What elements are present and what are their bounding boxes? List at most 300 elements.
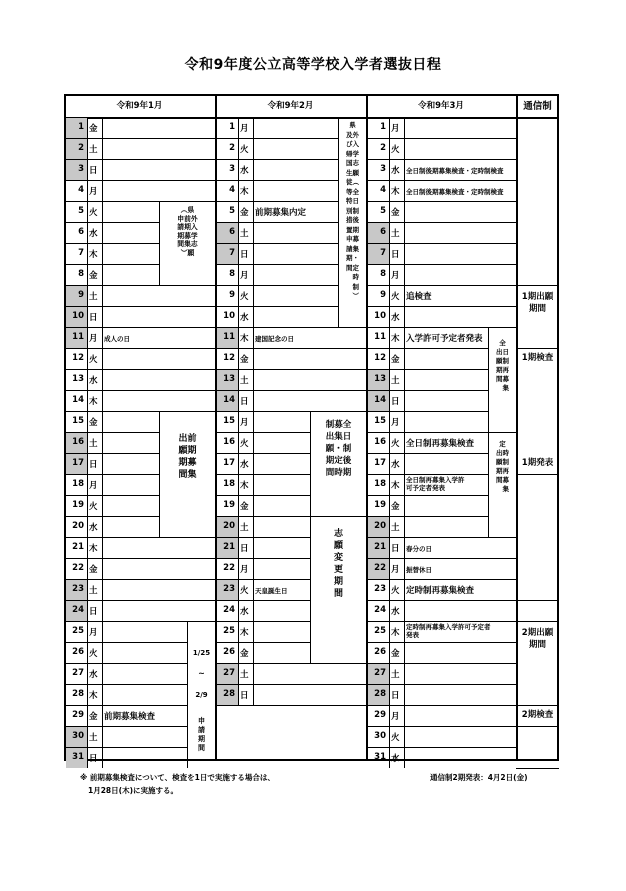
grid-line (366, 537, 406, 538)
date-number: 3 (380, 164, 386, 174)
date-number: 9 (78, 290, 84, 300)
grid-line (104, 348, 215, 349)
grid-line (64, 759, 559, 761)
grid-line (366, 621, 406, 622)
grid-line (104, 558, 215, 559)
day-of-week: 木 (89, 691, 98, 701)
grid-line (255, 285, 338, 286)
event-label: 天皇誕生日 (255, 587, 288, 595)
date-number: 7 (380, 248, 386, 258)
grid-line (366, 159, 406, 160)
day-of-week: 水 (391, 166, 400, 176)
jan-range-end: 2/9 (195, 691, 208, 699)
grid-line (64, 432, 104, 433)
grid-line (516, 495, 517, 496)
grid-line (64, 579, 104, 580)
event-label: 前期募集検査 (104, 712, 156, 722)
grid-line (366, 453, 406, 454)
date-number: 20 (223, 521, 235, 531)
day-of-week: 火 (89, 502, 98, 512)
grid-line (406, 369, 488, 370)
grid-line (104, 432, 159, 433)
grid-line (516, 621, 559, 622)
grid-line (255, 348, 366, 349)
grid-line (406, 516, 488, 517)
grid-line (104, 684, 187, 685)
grid-line (366, 411, 406, 412)
grid-line (64, 474, 104, 475)
day-of-week: 金 (391, 208, 400, 218)
day-of-week: 土 (391, 670, 400, 680)
grid-line (406, 537, 517, 538)
grid-line (104, 495, 159, 496)
grid-line (104, 726, 187, 727)
event-label: 成人の日 (104, 335, 130, 343)
day-of-week: 火 (240, 586, 249, 596)
grid-line (64, 663, 104, 664)
grid-line (255, 558, 310, 559)
day-of-week: 金 (89, 418, 98, 428)
day-of-week: 日 (89, 313, 98, 323)
date-number: 25 (223, 626, 235, 636)
day-of-week: 水 (89, 670, 98, 680)
event-label: 前期募集内定 (255, 208, 307, 218)
mar-saibo-zen-period: 全 出日 願制 期再 間募 集 (496, 339, 509, 392)
grid-line (64, 201, 104, 202)
grid-line (64, 117, 559, 119)
tsushin-ki2-shutsugan: 2期出願 期間 (521, 628, 554, 650)
day-of-week: 日 (89, 754, 98, 764)
grid-line (255, 621, 310, 622)
grid-line (255, 579, 310, 580)
grid-line (104, 390, 215, 391)
day-of-week: 日 (391, 397, 400, 407)
grid-line (64, 243, 104, 244)
grid-line (215, 285, 255, 286)
day-of-week: 月 (89, 481, 98, 491)
grid-line (389, 117, 390, 768)
grid-line (215, 222, 255, 223)
grid-line (516, 474, 559, 475)
grid-line (406, 558, 517, 559)
date-number: 28 (223, 689, 235, 699)
grid-line (406, 348, 488, 349)
day-of-week: 土 (391, 376, 400, 386)
grid-line (366, 327, 406, 328)
date-number: 7 (78, 248, 84, 258)
day-of-week: 木 (240, 334, 249, 344)
grid-line (255, 453, 310, 454)
header-jan: 令和9年1月 (116, 101, 163, 111)
grid-line (215, 684, 255, 685)
grid-line (215, 516, 255, 517)
date-number: 1 (229, 122, 235, 132)
grid-line (516, 369, 517, 370)
grid-line (516, 768, 559, 769)
grid-line (516, 453, 517, 454)
day-of-week: 土 (240, 229, 249, 239)
date-number: 21 (223, 542, 235, 552)
grid-line (366, 663, 406, 664)
day-of-week: 月 (89, 334, 98, 344)
date-number: 16 (374, 437, 386, 447)
date-number: 31 (374, 752, 386, 762)
grid-line (366, 579, 406, 580)
date-number: 5 (380, 206, 386, 216)
grid-line (255, 369, 366, 370)
grid-line (406, 600, 517, 601)
day-of-week: 火 (240, 292, 249, 302)
day-of-week: 土 (240, 523, 249, 533)
footnote-line1: ※ 前期募集検査について、検査を1日で実施する場合は、 (80, 773, 275, 782)
grid-line (64, 94, 559, 96)
grid-line (215, 558, 255, 559)
day-of-week: 日 (89, 166, 98, 176)
day-of-week: 金 (391, 502, 400, 512)
date-number: 10 (223, 311, 235, 321)
grid-line (255, 516, 310, 517)
day-of-week: 金 (391, 649, 400, 659)
date-number: 9 (229, 290, 235, 300)
header-tsushin: 通信制 (523, 101, 552, 112)
grid-line (215, 579, 255, 580)
grid-line (215, 663, 255, 664)
grid-line (104, 663, 187, 664)
grid-line (516, 705, 559, 706)
event-label: 入学許可予定者発表 (406, 334, 483, 344)
date-number: 14 (374, 395, 386, 405)
grid-line (215, 159, 255, 160)
day-of-week: 月 (391, 124, 400, 134)
grid-line (64, 222, 104, 223)
event-label: 定時制再募集検査 (406, 586, 475, 596)
grid-line (64, 348, 104, 349)
date-number: 6 (229, 227, 235, 237)
grid-line (215, 432, 255, 433)
event-label: 全日制再募集検査 (406, 439, 475, 449)
day-of-week: 月 (391, 271, 400, 281)
date-number: 15 (72, 416, 84, 426)
grid-line (255, 201, 338, 202)
day-of-week: 火 (240, 439, 249, 449)
grid-line (255, 222, 338, 223)
date-number: 4 (380, 185, 386, 195)
grid-line (366, 138, 406, 139)
day-of-week: 水 (240, 460, 249, 470)
grid-line (366, 600, 406, 601)
date-number: 25 (374, 626, 386, 636)
grid-line (406, 222, 517, 223)
day-of-week: 水 (391, 460, 400, 470)
grid-line (215, 453, 255, 454)
date-number: 12 (72, 353, 84, 363)
grid-line (366, 684, 406, 685)
grid-line (215, 390, 255, 391)
grid-line (215, 600, 255, 601)
grid-line (64, 369, 104, 370)
grid-line (104, 747, 187, 748)
grid-line (366, 705, 406, 706)
tsushin-ki1-kensa: 1期検査 (521, 353, 554, 363)
date-number: 3 (229, 164, 235, 174)
jan-kengai-period: ︵県 申前外 請期入 期募学 間集志 ︶願 (177, 206, 198, 257)
day-of-week: 火 (240, 145, 249, 155)
day-of-week: 土 (391, 523, 400, 533)
date-number: 2 (229, 143, 235, 153)
grid-line (406, 327, 517, 328)
day-of-week: 月 (240, 565, 249, 575)
grid-line (215, 201, 255, 202)
grid-line (255, 264, 338, 265)
grid-line (366, 432, 406, 433)
grid-line (255, 642, 310, 643)
grid-line (406, 495, 488, 496)
grid-line (64, 495, 104, 496)
day-of-week: 火 (89, 208, 98, 218)
day-of-week: 土 (240, 670, 249, 680)
grid-line (366, 306, 406, 307)
feb-seiki-period: 制募全 出集日 願・制 期定後 間時期 (325, 420, 352, 478)
date-number: 6 (78, 227, 84, 237)
day-of-week: 水 (89, 376, 98, 386)
grid-line (404, 117, 405, 768)
event-label: 追検査 (406, 292, 432, 302)
grid-line (104, 285, 215, 286)
grid-line (516, 726, 559, 727)
grid-line (406, 579, 517, 580)
date-number: 14 (72, 395, 84, 405)
day-of-week: 水 (391, 607, 400, 617)
grid-line (104, 600, 215, 601)
day-of-week: 火 (89, 649, 98, 659)
grid-line (215, 705, 366, 706)
grid-line (366, 495, 406, 496)
date-number: 28 (374, 689, 386, 699)
date-number: 26 (223, 647, 235, 657)
date-number: 18 (72, 479, 84, 489)
grid-line (253, 117, 254, 705)
day-of-week: 金 (89, 565, 98, 575)
date-number: 28 (72, 689, 84, 699)
day-of-week: 土 (391, 229, 400, 239)
grid-line (255, 306, 338, 307)
feb-shigan-period: 志 願 変 更 期 間 (333, 529, 343, 599)
date-number: 24 (374, 605, 386, 615)
day-of-week: 月 (89, 187, 98, 197)
day-of-week: 木 (240, 187, 249, 197)
grid-line (64, 726, 104, 727)
day-of-week: 日 (89, 607, 98, 617)
grid-line (215, 537, 255, 538)
jan-range-tilde: ~ (198, 669, 205, 678)
grid-line (64, 516, 104, 517)
grid-line (255, 180, 338, 181)
grid-line (406, 411, 488, 412)
grid-line (215, 138, 255, 139)
grid-line (104, 474, 159, 475)
grid-line (366, 474, 406, 475)
grid-line (406, 159, 517, 160)
day-of-week: 火 (391, 292, 400, 302)
day-of-week: 土 (89, 586, 98, 596)
grid-line (406, 642, 517, 643)
grid-line (215, 348, 255, 349)
date-number: 29 (374, 710, 386, 720)
grid-line (104, 642, 187, 643)
grid-line (64, 180, 104, 181)
tsushin-ki1-happyo: 1期発表 (521, 458, 554, 468)
grid-line (406, 684, 517, 685)
date-number: 19 (72, 500, 84, 510)
grid-line (215, 495, 255, 496)
day-of-week: 月 (391, 418, 400, 428)
grid-line (406, 621, 517, 622)
grid-line (215, 180, 255, 181)
day-of-week: 日 (391, 544, 400, 554)
grid-line (64, 705, 104, 706)
grid-line (87, 117, 88, 768)
grid-line (516, 432, 517, 433)
grid-line (488, 432, 516, 433)
day-of-week: 木 (89, 250, 98, 260)
date-number: 21 (374, 542, 386, 552)
day-of-week: 土 (89, 733, 98, 743)
grid-line (64, 390, 104, 391)
jan-zenki-period: 出前 願期 期募 間集 (178, 434, 197, 480)
day-of-week: 火 (391, 733, 400, 743)
grid-line (406, 747, 517, 748)
day-of-week: 月 (240, 271, 249, 281)
grid-line (64, 159, 104, 160)
schedule-table (64, 94, 559, 764)
grid-line (255, 432, 310, 433)
date-number: 10 (374, 311, 386, 321)
date-number: 1 (78, 122, 84, 132)
date-number: 14 (223, 395, 235, 405)
date-number: 8 (380, 269, 386, 279)
date-number: 5 (229, 206, 235, 216)
event-label: 春分の日 (406, 545, 432, 553)
grid-line (516, 516, 517, 517)
date-number: 26 (374, 647, 386, 657)
grid-line (104, 264, 159, 265)
day-of-week: 木 (89, 544, 98, 554)
day-of-week: 日 (240, 691, 249, 701)
day-of-week: 火 (391, 586, 400, 596)
grid-line (516, 411, 517, 412)
grid-line (64, 264, 104, 265)
grid-line (64, 537, 104, 538)
grid-line (406, 726, 517, 727)
event-label: 建国記念の日 (255, 335, 294, 343)
grid-line (102, 117, 103, 768)
grid-line (366, 201, 406, 202)
date-number: 15 (223, 416, 235, 426)
grid-line (255, 537, 310, 538)
day-of-week: 日 (240, 250, 249, 260)
date-number: 24 (72, 605, 84, 615)
date-number: 6 (380, 227, 386, 237)
grid-line (406, 201, 517, 202)
date-number: 21 (72, 542, 84, 552)
grid-line (366, 747, 406, 748)
tsushin-ki1-shutsugan: 1期出願 期間 (521, 292, 554, 314)
grid-line (238, 117, 239, 705)
grid-line (104, 705, 187, 706)
date-number: 18 (374, 479, 386, 489)
date-number: 4 (229, 185, 235, 195)
grid-line (104, 579, 215, 580)
grid-line (64, 558, 104, 559)
day-of-week: 火 (89, 355, 98, 365)
day-of-week: 日 (240, 544, 249, 554)
event-label: 振替休日 (406, 566, 432, 574)
date-number: 27 (374, 668, 386, 678)
date-number: 17 (223, 458, 235, 468)
date-number: 20 (72, 521, 84, 531)
grid-line (406, 663, 517, 664)
event-label: 全日制後期募集検査・定時制検査 (406, 188, 504, 196)
grid-line (406, 180, 517, 181)
grid-line (64, 306, 104, 307)
day-of-week: 金 (240, 649, 249, 659)
date-number: 2 (380, 143, 386, 153)
grid-line (215, 243, 255, 244)
grid-line (366, 642, 406, 643)
event-label: 全日制再募集入学許 可予定者発表 (406, 476, 465, 492)
grid-line (104, 138, 215, 139)
date-number: 16 (72, 437, 84, 447)
grid-line (366, 264, 406, 265)
grid-line (366, 285, 406, 286)
grid-line (366, 390, 406, 391)
mar-saibo-tei-period: 定 出時 願制 期再 間募 集 (496, 440, 509, 493)
grid-line (255, 390, 366, 391)
day-of-week: 日 (240, 397, 249, 407)
grid-line (366, 243, 406, 244)
day-of-week: 水 (391, 754, 400, 764)
day-of-week: 水 (89, 523, 98, 533)
grid-line (104, 180, 215, 181)
date-number: 22 (374, 563, 386, 573)
day-of-week: 火 (391, 439, 400, 449)
day-of-week: 金 (240, 355, 249, 365)
grid-line (255, 600, 310, 601)
day-of-week: 水 (89, 229, 98, 239)
date-number: 20 (374, 521, 386, 531)
date-number: 13 (72, 374, 84, 384)
grid-line (406, 474, 488, 475)
grid-line (104, 243, 159, 244)
grid-line (64, 642, 104, 643)
date-number: 18 (223, 479, 235, 489)
day-of-week: 土 (240, 376, 249, 386)
day-of-week: 金 (89, 124, 98, 134)
jan-shinsei-period: 申 請 期 間 (198, 717, 205, 752)
grid-line (366, 348, 406, 349)
tsushin-ki2-kensa: 2期検査 (521, 710, 554, 720)
date-number: 30 (374, 731, 386, 741)
date-number: 15 (374, 416, 386, 426)
grid-line (64, 138, 104, 139)
date-number: 1 (380, 122, 386, 132)
grid-line (406, 390, 488, 391)
date-number: 11 (374, 332, 386, 342)
grid-line (215, 369, 255, 370)
grid-line (215, 306, 255, 307)
grid-line (215, 264, 255, 265)
grid-line (557, 94, 559, 761)
